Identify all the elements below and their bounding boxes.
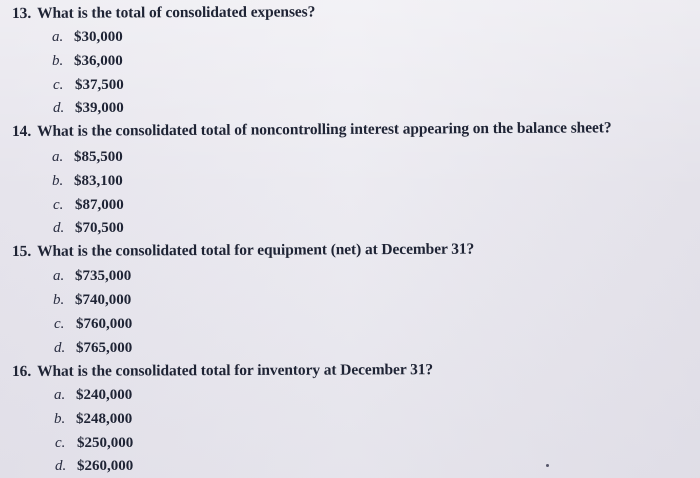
option-14-d: [53, 220, 124, 237]
paper-speck: [546, 464, 549, 467]
option-letter: c.: [54, 316, 65, 332]
question-16: [12, 361, 433, 381]
option-13-a: [52, 29, 123, 46]
option-letter: b.: [52, 173, 64, 189]
question-number: 14.: [11, 122, 32, 140]
option-amount: $37,500: [75, 77, 124, 93]
option-letter: c.: [53, 77, 64, 93]
option-letter: b.: [52, 53, 64, 69]
question-number: 16.: [11, 362, 32, 380]
option-16-a: [54, 387, 132, 404]
option-amount: $36,000: [74, 53, 123, 69]
option-amount: $740,000: [75, 292, 132, 308]
option-amount: $250,000: [77, 435, 134, 451]
question-14: [12, 119, 612, 141]
option-letter: b.: [53, 292, 65, 308]
question-number: 13.: [11, 4, 32, 22]
option-amount: $248,000: [76, 411, 133, 427]
option-16-b: [54, 411, 132, 428]
question-text: What is the consolidated total for equipment (net) at December 31?: [37, 240, 475, 260]
option-14-a: [52, 149, 123, 166]
option-amount: $70,500: [75, 220, 124, 236]
option-13-c: [53, 77, 124, 94]
option-14-b: [52, 173, 123, 190]
option-15-c: [54, 316, 132, 333]
option-15-b: [53, 292, 131, 309]
option-letter: a.: [54, 387, 66, 403]
question-number: 15.: [11, 242, 32, 260]
option-letter: a.: [53, 268, 65, 284]
question-text: What is the consolidated total of noncontrolling interest appearing on the balance sheet?: [37, 119, 612, 140]
option-16-d: [55, 458, 133, 475]
option-amount: $30,000: [74, 29, 123, 45]
option-14-c: [53, 197, 124, 214]
option-letter: b.: [54, 411, 66, 427]
option-letter: d.: [55, 458, 67, 474]
option-13-b: [52, 53, 123, 70]
option-letter: a.: [52, 29, 64, 45]
option-letter: c.: [53, 197, 64, 213]
question-15: [12, 241, 474, 261]
question-13: [12, 3, 315, 23]
option-16-c: [55, 435, 133, 452]
option-letter: c.: [55, 435, 66, 451]
option-letter: d.: [54, 340, 66, 356]
option-amount: $240,000: [76, 387, 133, 403]
option-13-d: [53, 100, 124, 117]
question-text: What is the consolidated total for inventory at December 31?: [37, 361, 434, 380]
option-letter: d.: [53, 220, 65, 236]
option-amount: $39,000: [75, 100, 124, 116]
question-text: What is the total of consolidated expenses?: [37, 3, 316, 22]
option-15-d: [54, 340, 132, 357]
option-amount: $85,500: [74, 149, 123, 165]
option-amount: $735,000: [75, 268, 132, 284]
option-amount: $765,000: [76, 340, 133, 356]
option-amount: $83,100: [74, 173, 123, 189]
option-amount: $87,000: [75, 197, 124, 213]
option-amount: $260,000: [77, 458, 134, 474]
option-15-a: [53, 268, 131, 285]
option-letter: a.: [52, 149, 64, 165]
option-amount: $760,000: [76, 316, 133, 332]
option-letter: d.: [53, 100, 65, 116]
